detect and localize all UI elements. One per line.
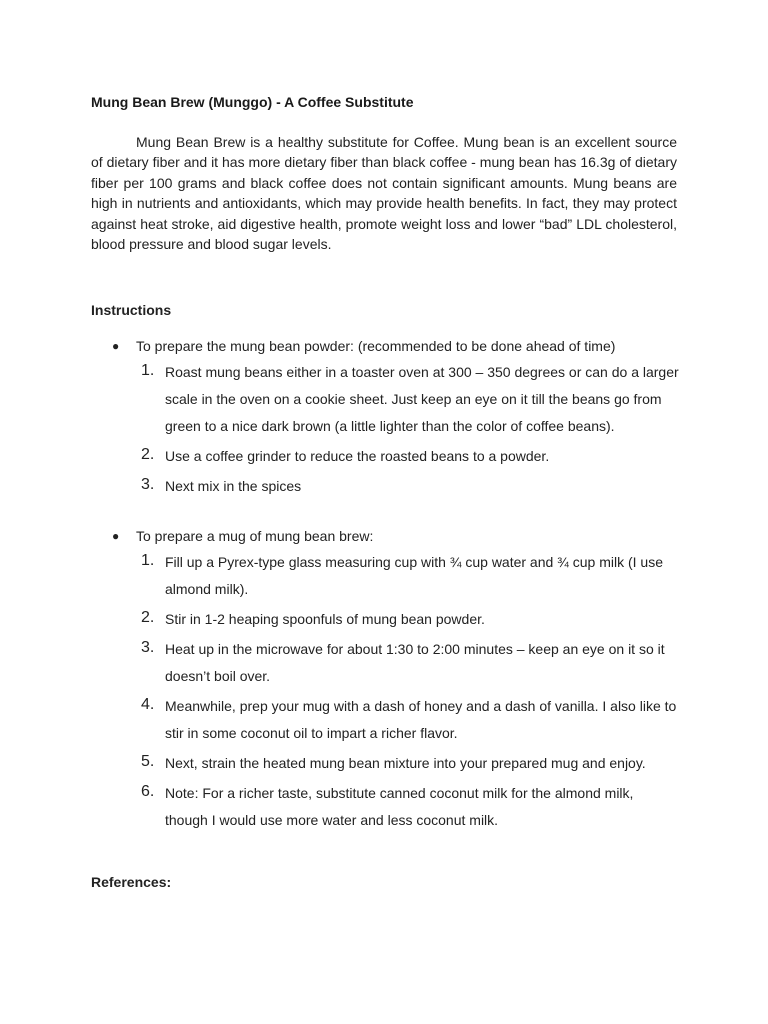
list-item [91, 606, 680, 633]
steps-list-brew [91, 549, 691, 834]
step-text: Note: For a richer taste, substitute canned coconut milk for the almond milk, though I would use more water and less coconut milk. [165, 785, 634, 828]
references-heading: References: [91, 874, 172, 890]
bullet-item-prepare-mug [91, 526, 691, 836]
intro-paragraph: Mung Bean Brew is a healthy substitute for Coffee. Mung bean is an excellent source of dietary fiber and it has more dietary fiber than black coffee - mung bean has 16.3g of dietary fiber per 100 grams and black coffee does not contain significant amounts. Mung beans are high in nutrients and antioxidants, which may provide health benefits. In fact, they may protect against heat stroke, aid digestive health, promote weight loss and lower “bad” LDL cholesterol, blood pressure and blood sugar levels. [91, 134, 677, 253]
step-number: 2. [141, 446, 155, 463]
document-title: Mung Bean Brew (Munggo) - A Coffee Substitute [91, 94, 414, 110]
list-item [91, 693, 680, 747]
step-number: 1. [141, 362, 155, 379]
step-text: Next mix in the spices [165, 478, 302, 494]
step-text: Stir in 1-2 heaping spoonfuls of mung bean powder. [165, 611, 485, 627]
list-item [91, 549, 680, 603]
instructions-heading: Instructions [91, 302, 172, 318]
step-text: Roast mung beans either in a toaster oven at 300 – 350 degrees or can do a larger scale in the oven on a cookie sheet. Just keep an eye on it till the beans go from green to a nice dark brown (a little lighter than the color of coffee beans). [165, 364, 679, 434]
step-text: Meanwhile, prep your mug with a dash of honey and a dash of vanilla. I also like to stir in some coconut oil to impart a richer flavor. [165, 698, 677, 741]
list-item [91, 636, 680, 690]
step-text: Next, strain the heated mung bean mixture into your prepared mug and enjoy. [165, 755, 646, 771]
step-text: Fill up a Pyrex-type glass measuring cup with ¾ cup water and ¾ cup milk (I use almond milk). [165, 554, 663, 597]
list-item [91, 780, 680, 834]
list-item [91, 750, 680, 777]
bullet-text: To prepare a mug of mung bean brew: [136, 528, 374, 544]
bullet-item-prepare-powder [91, 336, 691, 502]
step-number: 4. [141, 696, 155, 713]
bullet-icon: ● [112, 529, 120, 543]
list-item [91, 473, 680, 500]
bullet-text: To prepare the mung bean powder: (recommended to be done ahead of time) [136, 338, 616, 354]
step-number: 3. [141, 639, 155, 656]
step-number: 2. [141, 609, 155, 626]
step-number: 5. [141, 753, 155, 770]
list-item [91, 443, 680, 470]
step-text: Use a coffee grinder to reduce the roasted beans to a powder. [165, 448, 550, 464]
step-number: 6. [141, 783, 155, 800]
step-number: 1. [141, 552, 155, 569]
list-item [91, 359, 680, 440]
bullet-icon: ● [112, 339, 120, 353]
step-number: 3. [141, 476, 155, 493]
steps-list-powder [91, 359, 691, 500]
step-text: Heat up in the microwave for about 1:30 to 2:00 minutes – keep an eye on it so it doesn’t boil over. [165, 641, 665, 684]
